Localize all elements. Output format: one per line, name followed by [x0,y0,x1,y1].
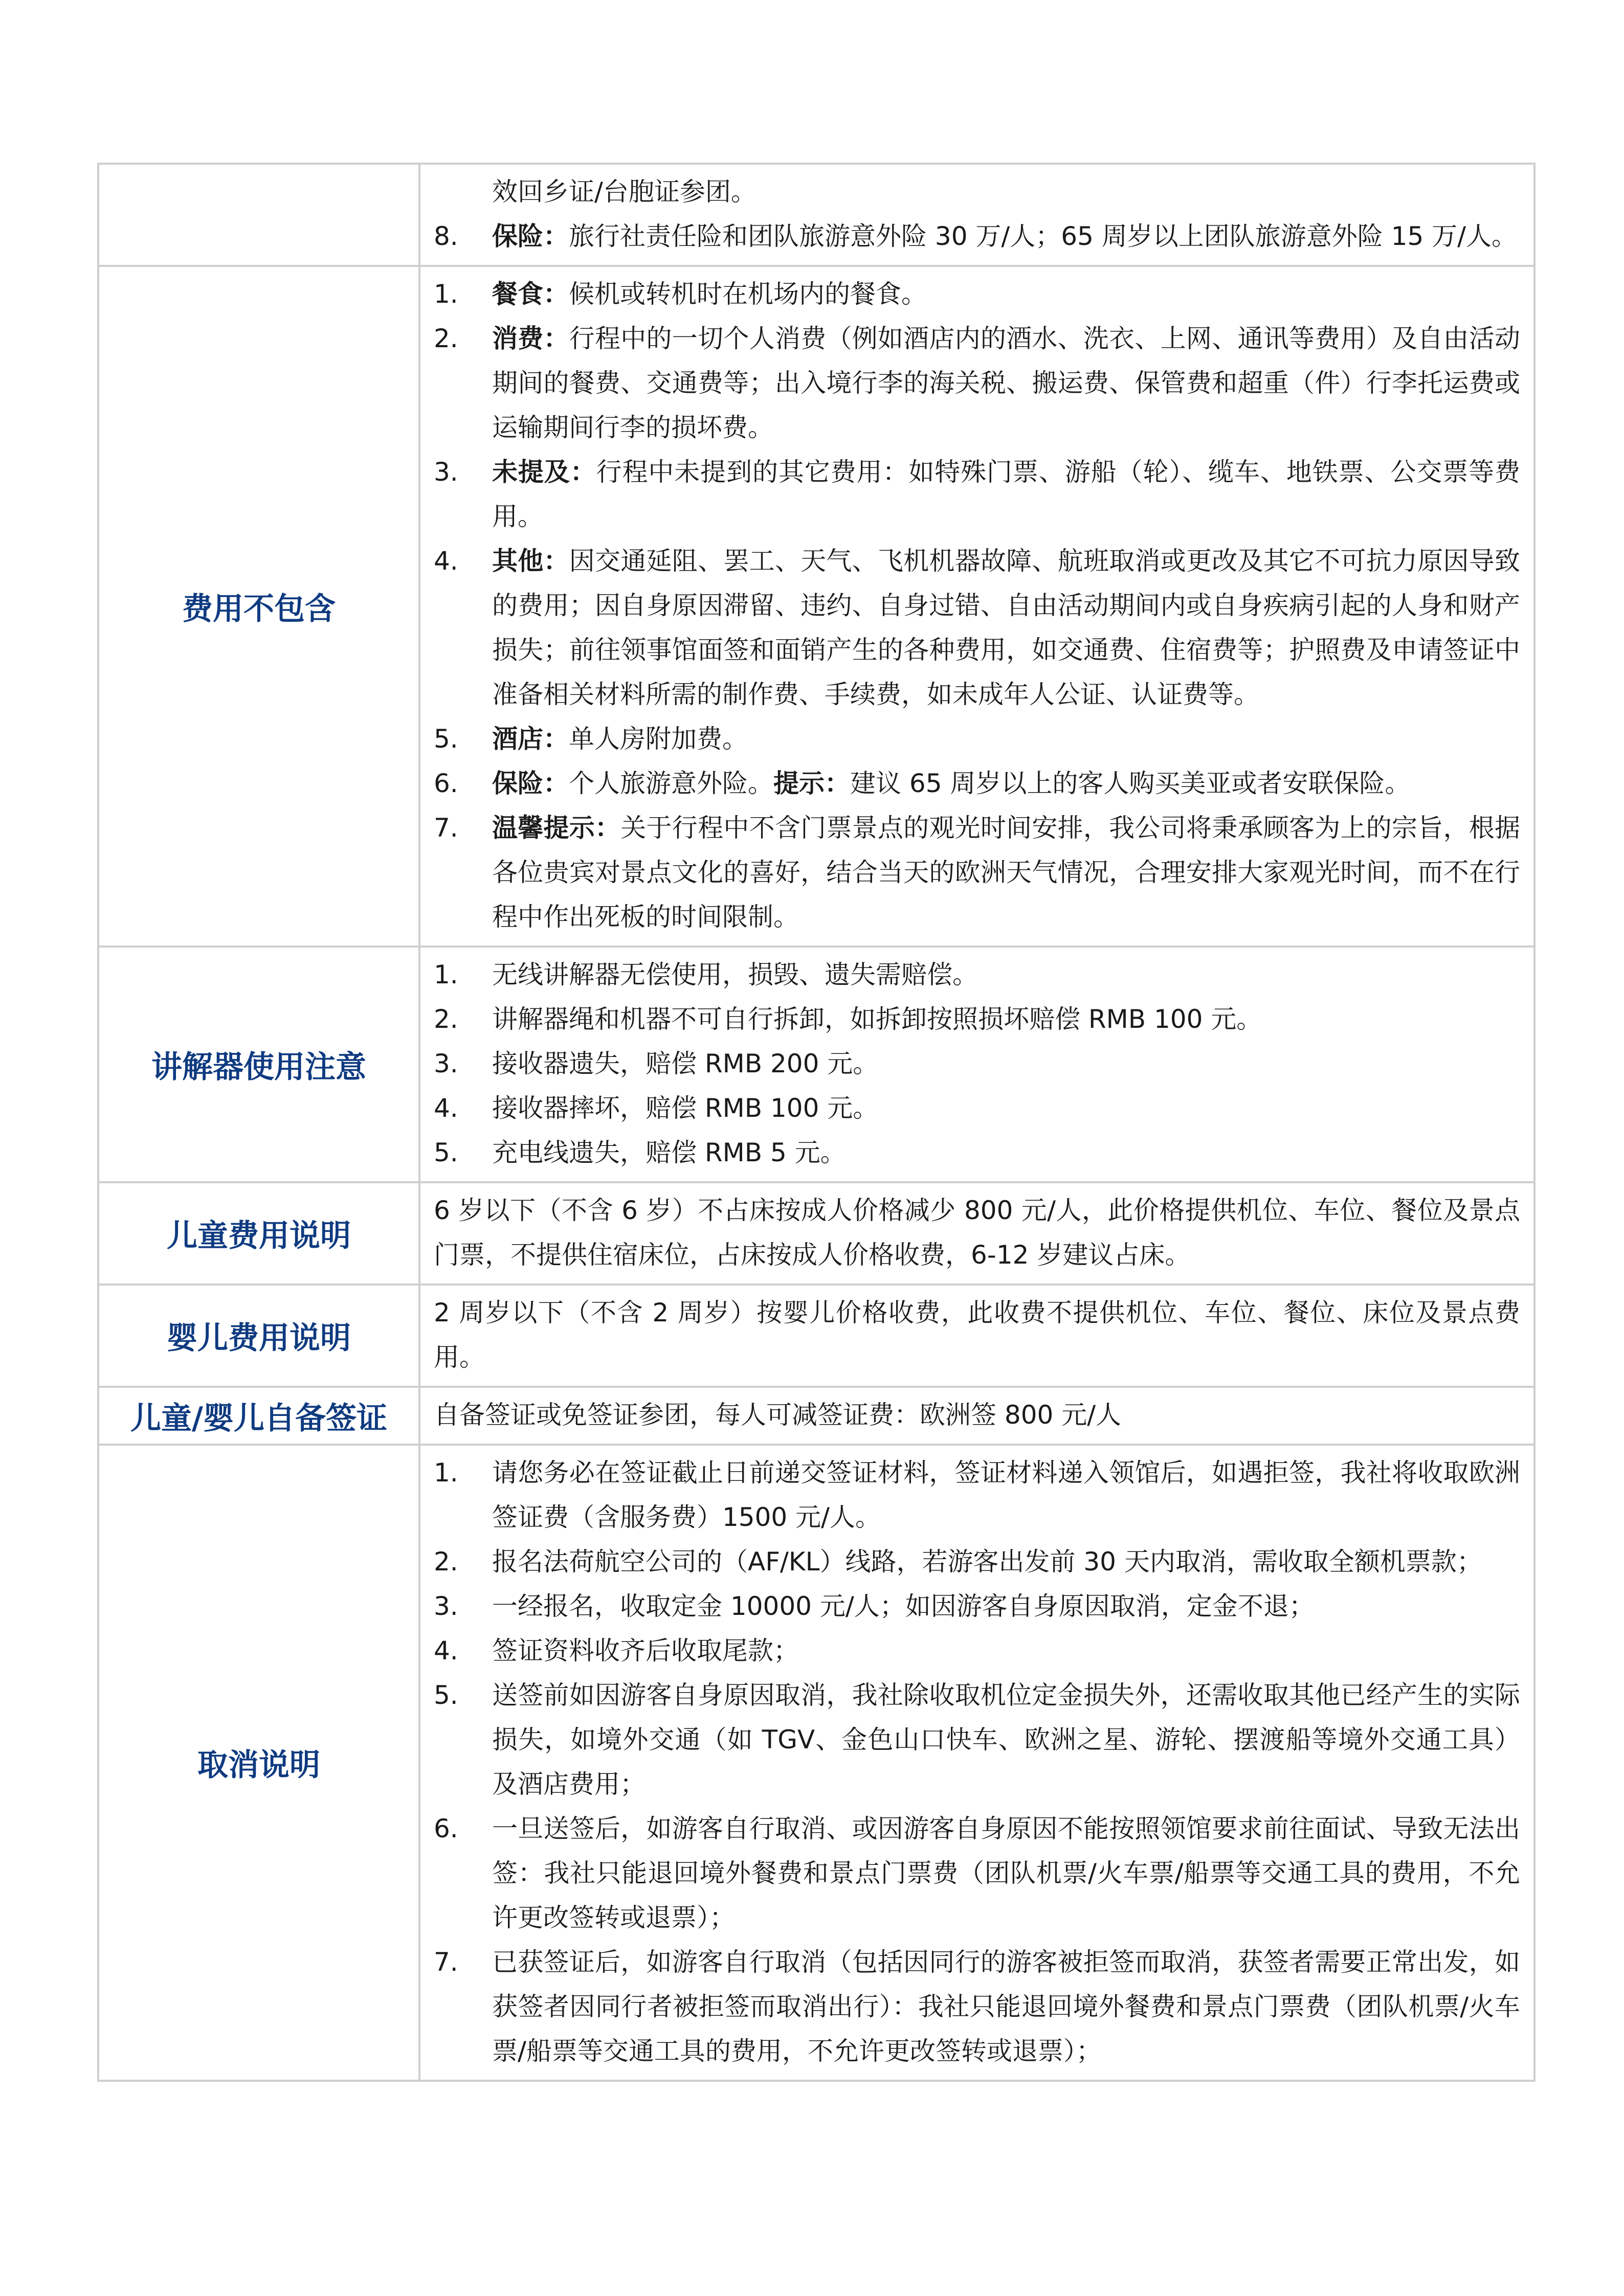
list-item [434,214,1520,259]
item-number: 6. [434,1814,458,1843]
section-row [98,164,1534,266]
list-item [434,1086,1520,1131]
section-content [419,1285,1534,1387]
list-item [434,1807,1520,1940]
list-item [434,1584,1520,1629]
item-keyword: 餐食： [492,279,569,309]
section-text: 2 周岁以下（不含 2 周岁）按婴儿价格收费，此收费不提供机位、车位、餐位、床位及景点费用。 [434,1298,1520,1372]
list-item [434,806,1520,939]
section-content [419,1445,1534,2081]
item-body: 行程中的一切个人消费（例如酒店内的酒水、洗衣、上网、通讯等费用）及自由活动期间的餐费、交通费等；出入境行李的海关税、搬运费、保管费和超重（件）行李托运费或运输期间行李的损坏费。 [492,324,1521,442]
item-body: 接收器摔坏，赔偿 RMB 100 元。 [492,1093,879,1123]
item-body: 个人旅游意外险。 [569,769,773,798]
item-keyword: 提示： [773,769,850,798]
section-label: 费用不包含 [98,266,419,947]
section-label: 儿童费用说明 [98,1182,419,1285]
item-keyword: 消费： [492,324,569,353]
item-text [492,1086,1520,1131]
item-text [492,1451,1520,1540]
item-text [492,450,1520,539]
item-text [492,1807,1520,1940]
item-number: 4. [434,1093,458,1123]
item-body: 送签前如因游客自身原因取消，我社除收取机位定金损失外，还需收取其他已经产生的实际损失，如境外交通（如 TGV、金色山口快车、欧洲之星、游轮、摆渡船等境外交通工具）及酒店费用； [492,1680,1520,1799]
item-number: 1. [434,1458,458,1488]
item-text [492,997,1520,1042]
item-body: 一旦送签后，如游客自行取消、或因游客自身原因不能按照领馆要求前往面试、导致无法出签：我社只能退回境外餐费和景点门票费（团队机票/火车票/船票等交通工具的费用，不允许更改签转或退票）； [492,1814,1520,1932]
section-content [419,947,1534,1182]
item-body: 讲解器绳和机器不可自行拆卸，如拆卸按照损坏赔偿 RMB 100 元。 [492,1004,1262,1034]
item-text [492,953,1520,997]
item-text [492,806,1520,939]
item-number: 2. [434,1547,458,1577]
item-number: 7. [434,1947,458,1977]
item-number: 1. [434,279,458,309]
list-item [434,1042,1520,1086]
section-label: 取消说明 [98,1445,419,2081]
terms-table-body [98,164,1534,2081]
section-row [98,1285,1534,1387]
item-keyword: 保险： [492,769,569,798]
item-number: 4. [434,1636,458,1665]
section-row [98,947,1534,1182]
item-text [492,1584,1520,1629]
item-number: 5. [434,1680,458,1710]
item-body: 关于行程中不含门票景点的观光时间安排，我公司将秉承顾客为上的宗旨，根据各位贵宾对景点文化的喜好，结合当天的欧洲天气情况，合理安排大家观光时间，而不在行程中作出死板的时间限制。 [492,813,1521,932]
item-number: 3. [434,1049,458,1078]
item-number: 7. [434,813,458,843]
item-number [434,170,492,214]
item-number: 2. [434,1004,458,1034]
item-keyword: 温馨提示： [492,813,621,843]
item-number: 8. [434,221,458,251]
list-item [434,1673,1520,1807]
item-text [492,717,1520,761]
section-label: 讲解器使用注意 [98,947,419,1182]
item-text [492,214,1520,259]
item-body: 旅行社责任险和团队旅游意外险 30 万/人；65 周岁以上团队旅游意外险 15 万/人。 [569,221,1518,251]
section-text: 自备签证或免签证参团，每人可减签证费：欧洲签 800 元/人 [434,1400,1122,1430]
list-item [434,317,1520,450]
item-body: 行程中未提到的其它费用：如特殊门票、游船（轮）、缆车、地铁票、公交票等费用。 [492,457,1521,531]
item-body: 建议 65 周岁以上的客人购买美亚或者安联保险。 [850,769,1411,798]
list-item [434,1451,1520,1540]
item-text [492,1131,1520,1175]
list-item [434,1540,1520,1584]
item-text [492,539,1520,717]
item-text [492,1042,1520,1086]
item-body: 无线讲解器无偿使用，损毁、遗失需赔偿。 [492,960,978,989]
item-body: 一经报名，收取定金 10000 元/人；如因游客自身原因取消，定金不退； [492,1591,1315,1621]
item-number: 3. [434,457,458,487]
item-body: 效回乡证/台胞证参团。 [492,177,757,207]
section-row [98,266,1534,947]
list-item [434,170,1520,214]
section-text: 6 岁以下（不含 6 岁）不占床按成人价格减少 800 元/人，此价格提供机位、车位、餐位及景点门票，不提供住宿床位，占床按成人价格收费，6-12 岁建议占床。 [434,1196,1520,1270]
item-text [492,170,1520,214]
terms-table [97,163,1536,2082]
list-item [434,539,1520,717]
section-label: 婴儿费用说明 [98,1285,419,1387]
section-content [419,1387,1534,1445]
list-item [434,717,1520,761]
item-keyword: 其他： [492,546,569,576]
list-item [434,761,1520,806]
item-keyword: 酒店： [492,724,569,754]
item-body: 签证资料收齐后收取尾款； [492,1636,799,1665]
item-list [434,272,1520,939]
section-label: 儿童/婴儿自备签证 [98,1387,419,1445]
item-number: 4. [434,546,458,576]
item-text [492,1940,1520,2074]
item-text [492,761,1520,806]
item-number: 3. [434,1591,458,1621]
item-text [492,1629,1520,1673]
item-list [434,170,1520,259]
item-body: 充电线遗失，赔偿 RMB 5 元。 [492,1138,846,1167]
list-item [434,272,1520,317]
section-row [98,1445,1534,2081]
list-item [434,1131,1520,1175]
section-content [419,164,1534,266]
item-text [492,1540,1520,1584]
item-body: 因交通延阻、罢工、天气、飞机机器故障、航班取消或更改及其它不可抗力原因导致的费用；因自身原因滞留、违约、自身过错、自由活动期间内或自身疾病引起的人身和财产损失；前往领事馆面签和面销产生的各种费用，如交通费、住宿费等；护照费及申请签证中准备相关材料所需的制作费、手续费，如未成年人公证、认证费等。 [492,546,1521,709]
item-keyword: 保险： [492,221,569,251]
item-body: 已获签证后，如游客自行取消（包括因同行的游客被拒签而取消，获签者需要正常出发，如获签者因同行者被拒签而取消出行）：我社只能退回境外餐费和景点门票费（团队机票/火车票/船票等交通工具的费用，不允许更改签转或退票）； [492,1947,1520,2066]
item-keyword: 未提及： [492,457,596,487]
list-item [434,1629,1520,1673]
item-body: 报名法荷航空公司的（AF/KL）线路，若游客出发前 30 天内取消，需收取全额机票款； [492,1547,1482,1577]
item-number: 5. [434,1138,458,1167]
item-number: 1. [434,960,458,989]
item-body: 单人房附加费。 [569,724,748,754]
section-label [98,164,419,266]
section-content [419,266,1534,947]
item-number: 2. [434,324,458,353]
item-text [492,1673,1520,1807]
item-text [492,317,1520,450]
section-row [98,1387,1534,1445]
item-body: 接收器遗失，赔偿 RMB 200 元。 [492,1049,879,1078]
list-item [434,953,1520,997]
item-number: 5. [434,724,458,754]
item-body: 候机或转机时在机场内的餐食。 [569,279,927,309]
item-list [434,1451,1520,2074]
item-list [434,953,1520,1175]
item-body: 请您务必在签证截止日前递交签证材料，签证材料递入领馆后，如遇拒签，我社将收取欧洲签证费（含服务费）1500 元/人。 [492,1458,1520,1532]
item-text [492,272,1520,317]
list-item [434,450,1520,539]
list-item [434,997,1520,1042]
section-row [98,1182,1534,1285]
section-content [419,1182,1534,1285]
list-item [434,1940,1520,2074]
item-number: 6. [434,769,458,798]
